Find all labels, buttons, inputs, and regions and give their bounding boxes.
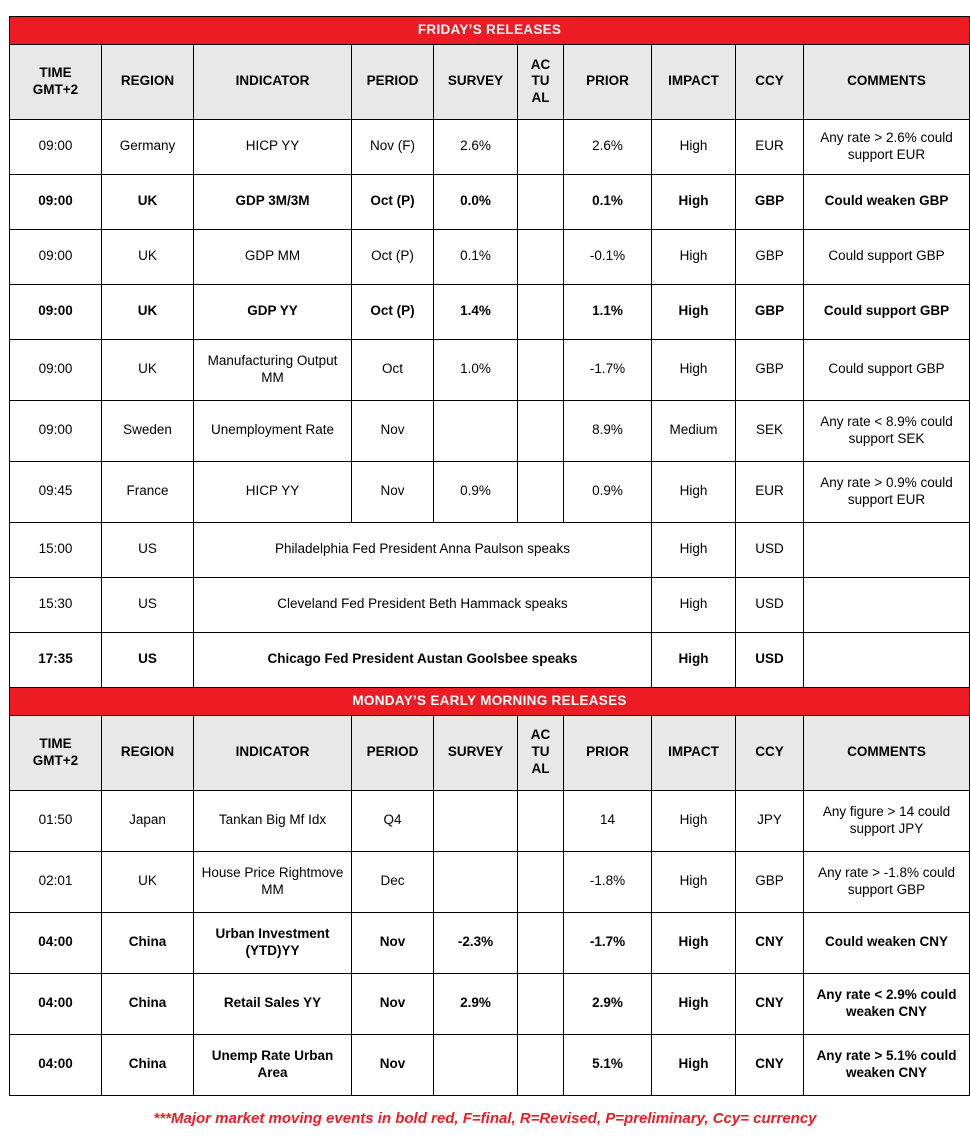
column-header-period: PERIOD xyxy=(352,715,434,790)
cell-period: Oct (P) xyxy=(352,229,434,284)
column-header-impact: IMPACT xyxy=(652,44,736,119)
cell-actual xyxy=(518,339,564,400)
cell-indicator: Retail Sales YY xyxy=(194,973,352,1034)
table-row xyxy=(10,339,970,400)
cell-time: 17:35 xyxy=(10,632,102,687)
column-header-time-line2: GMT+2 xyxy=(32,81,79,97)
section-banner-label: MONDAY’S EARLY MORNING RELEASES xyxy=(10,687,970,715)
table-row xyxy=(10,973,970,1034)
cell-comments: Could weaken CNY xyxy=(804,912,970,973)
cell-ccy: USD xyxy=(736,632,804,687)
cell-actual xyxy=(518,229,564,284)
cell-region: US xyxy=(102,522,194,577)
cell-comments: Any rate > 0.9% could support EUR xyxy=(804,461,970,522)
cell-impact: High xyxy=(652,1034,736,1095)
column-header-survey: SURVEY xyxy=(434,44,518,119)
cell-impact: High xyxy=(652,577,736,632)
cell-impact: High xyxy=(652,229,736,284)
column-header-indicator: INDICATOR xyxy=(194,715,352,790)
cell-period: Nov xyxy=(352,1034,434,1095)
cell-region: Germany xyxy=(102,119,194,174)
table-row xyxy=(10,790,970,851)
cell-comments: Any rate < 8.9% could support SEK xyxy=(804,400,970,461)
cell-period: Nov xyxy=(352,400,434,461)
column-header-actual-line3: AL xyxy=(531,90,550,106)
cell-comments: Could support GBP xyxy=(804,284,970,339)
cell-ccy: CNY xyxy=(736,912,804,973)
cell-indicator: HICP YY xyxy=(194,461,352,522)
cell-indicator: GDP YY xyxy=(194,284,352,339)
cell-time: 09:00 xyxy=(10,339,102,400)
cell-prior: 14 xyxy=(564,790,652,851)
column-header-actual xyxy=(518,44,564,119)
cell-survey: 0.1% xyxy=(434,229,518,284)
column-header-time-line2: GMT+2 xyxy=(32,752,79,768)
cell-indicator: GDP 3M/3M xyxy=(194,174,352,229)
cell-comments: Any rate > 5.1% could weaken CNY xyxy=(804,1034,970,1095)
cell-survey xyxy=(434,400,518,461)
column-header-time-line1: TIME xyxy=(39,65,72,80)
cell-prior: 2.6% xyxy=(564,119,652,174)
cell-actual xyxy=(518,912,564,973)
column-header-region: REGION xyxy=(102,715,194,790)
cell-impact: High xyxy=(652,851,736,912)
cell-comments: Could weaken GBP xyxy=(804,174,970,229)
cell-impact: Medium xyxy=(652,400,736,461)
cell-period: Oct (P) xyxy=(352,174,434,229)
cell-survey xyxy=(434,790,518,851)
cell-impact: High xyxy=(652,973,736,1034)
cell-ccy: EUR xyxy=(736,119,804,174)
cell-prior: 2.9% xyxy=(564,973,652,1034)
column-header-prior: PRIOR xyxy=(564,44,652,119)
cell-impact: High xyxy=(652,522,736,577)
cell-prior: -1.7% xyxy=(564,912,652,973)
cell-actual xyxy=(518,851,564,912)
column-header-time-line1: TIME xyxy=(39,735,72,751)
cell-period: Nov xyxy=(352,973,434,1034)
cell-survey: 1.0% xyxy=(434,339,518,400)
cell-period: Nov xyxy=(352,461,434,522)
table-row xyxy=(10,851,970,912)
cell-region: China xyxy=(102,1034,194,1095)
cell-impact: High xyxy=(652,632,736,687)
cell-period: Nov xyxy=(352,912,434,973)
cell-ccy: GBP xyxy=(736,174,804,229)
cell-actual xyxy=(518,400,564,461)
table-row xyxy=(10,229,970,284)
cell-comments xyxy=(804,577,970,632)
column-header-actual-line2: TU xyxy=(531,73,550,89)
cell-time: 09:45 xyxy=(10,461,102,522)
cell-time: 15:00 xyxy=(10,522,102,577)
cell-prior: -1.8% xyxy=(564,851,652,912)
cell-actual xyxy=(518,1034,564,1095)
cell-indicator: House Price Rightmove MM xyxy=(194,851,352,912)
cell-survey: 1.4% xyxy=(434,284,518,339)
cell-impact: High xyxy=(652,912,736,973)
cell-indicator: Unemp Rate Urban Area xyxy=(194,1034,352,1095)
cell-time: 04:00 xyxy=(10,912,102,973)
cell-period: Dec xyxy=(352,851,434,912)
legend-footnote: ***Major market moving events in bold red, F=final, R=Revised, P=preliminary, Ccy= currency xyxy=(153,1109,817,1127)
economic-calendar-page xyxy=(9,0,961,1137)
table-row xyxy=(10,174,970,229)
cell-prior: 0.9% xyxy=(564,461,652,522)
cell-region: Japan xyxy=(102,790,194,851)
cell-actual xyxy=(518,973,564,1034)
cell-impact: High xyxy=(652,174,736,229)
cell-impact: High xyxy=(652,119,736,174)
cell-prior: 8.9% xyxy=(564,400,652,461)
cell-impact: High xyxy=(652,339,736,400)
column-header-comments: COMMENTS xyxy=(804,44,970,119)
cell-time: 09:00 xyxy=(10,119,102,174)
table-row xyxy=(10,119,970,174)
cell-region: China xyxy=(102,912,194,973)
cell-comments: Any figure > 14 could support JPY xyxy=(804,790,970,851)
cell-comments: Any rate > 2.6% could support EUR xyxy=(804,119,970,174)
column-header-region: REGION xyxy=(102,44,194,119)
cell-region: US xyxy=(102,577,194,632)
cell-impact: High xyxy=(652,461,736,522)
cell-prior: -0.1% xyxy=(564,229,652,284)
cell-time: 09:00 xyxy=(10,400,102,461)
cell-ccy: CNY xyxy=(736,1034,804,1095)
cell-ccy: JPY xyxy=(736,790,804,851)
cell-comments: Any rate > -1.8% could support GBP xyxy=(804,851,970,912)
cell-time: 04:00 xyxy=(10,1034,102,1095)
cell-comments: Could support GBP xyxy=(804,229,970,284)
cell-ccy: GBP xyxy=(736,339,804,400)
cell-time: 09:00 xyxy=(10,284,102,339)
cell-actual xyxy=(518,284,564,339)
column-header-actual-line3: AL xyxy=(531,761,550,777)
column-header-ccy: CCY xyxy=(736,44,804,119)
table-row xyxy=(10,632,970,687)
cell-region: France xyxy=(102,461,194,522)
table-row xyxy=(10,400,970,461)
cell-indicator: Tankan Big Mf Idx xyxy=(194,790,352,851)
calendar-body xyxy=(10,17,970,1096)
cell-survey: -2.3% xyxy=(434,912,518,973)
cell-prior: 5.1% xyxy=(564,1034,652,1095)
column-header-time xyxy=(10,715,102,790)
column-header-period: PERIOD xyxy=(352,44,434,119)
table-row xyxy=(10,577,970,632)
section-banner-monday xyxy=(10,687,970,715)
column-header-ccy: CCY xyxy=(736,715,804,790)
cell-region: UK xyxy=(102,174,194,229)
cell-prior: 0.1% xyxy=(564,174,652,229)
cell-time: 02:01 xyxy=(10,851,102,912)
cell-survey: 2.6% xyxy=(434,119,518,174)
cell-actual xyxy=(518,790,564,851)
table-row xyxy=(10,461,970,522)
cell-survey xyxy=(434,851,518,912)
cell-ccy: CNY xyxy=(736,973,804,1034)
cell-region: US xyxy=(102,632,194,687)
cell-ccy: EUR xyxy=(736,461,804,522)
cell-indicator: Unemployment Rate xyxy=(194,400,352,461)
cell-region: UK xyxy=(102,229,194,284)
cell-ccy: USD xyxy=(736,522,804,577)
cell-region: UK xyxy=(102,339,194,400)
cell-time: 04:00 xyxy=(10,973,102,1034)
cell-ccy: GBP xyxy=(736,284,804,339)
cell-ccy: USD xyxy=(736,577,804,632)
cell-ccy: GBP xyxy=(736,851,804,912)
column-header-row-friday xyxy=(10,44,970,119)
cell-indicator: Manufacturing Output MM xyxy=(194,339,352,400)
cell-period: Q4 xyxy=(352,790,434,851)
table-row xyxy=(10,1034,970,1095)
cell-comments xyxy=(804,632,970,687)
cell-indicator: HICP YY xyxy=(194,119,352,174)
column-header-actual-line2: TU xyxy=(531,744,550,760)
cell-time: 15:30 xyxy=(10,577,102,632)
cell-ccy: SEK xyxy=(736,400,804,461)
column-header-actual-line1: AC xyxy=(530,56,551,72)
cell-comments: Could support GBP xyxy=(804,339,970,400)
cell-time: 09:00 xyxy=(10,174,102,229)
cell-period: Oct xyxy=(352,339,434,400)
cell-survey: 0.0% xyxy=(434,174,518,229)
cell-time: 01:50 xyxy=(10,790,102,851)
cell-indicator: GDP MM xyxy=(194,229,352,284)
economic-calendar-table xyxy=(9,16,970,1096)
cell-indicator: Chicago Fed President Austan Goolsbee speaks xyxy=(194,632,652,687)
cell-prior: -1.7% xyxy=(564,339,652,400)
cell-actual xyxy=(518,174,564,229)
cell-impact: High xyxy=(652,284,736,339)
cell-actual xyxy=(518,119,564,174)
cell-region: Sweden xyxy=(102,400,194,461)
column-header-indicator: INDICATOR xyxy=(194,44,352,119)
column-header-time xyxy=(10,44,102,119)
cell-indicator: Urban Investment (YTD)YY xyxy=(194,912,352,973)
table-row xyxy=(10,284,970,339)
section-banner-label: FRIDAY’S RELEASES xyxy=(10,17,970,45)
column-header-survey: SURVEY xyxy=(434,715,518,790)
column-header-impact: IMPACT xyxy=(652,715,736,790)
cell-time: 09:00 xyxy=(10,229,102,284)
column-header-actual-line1: AC xyxy=(530,727,551,743)
table-row xyxy=(10,912,970,973)
section-banner-friday xyxy=(10,17,970,45)
cell-ccy: GBP xyxy=(736,229,804,284)
cell-survey: 2.9% xyxy=(434,973,518,1034)
column-header-row-monday xyxy=(10,715,970,790)
cell-indicator: Cleveland Fed President Beth Hammack speaks xyxy=(194,577,652,632)
cell-comments: Any rate < 2.9% could weaken CNY xyxy=(804,973,970,1034)
cell-indicator: Philadelphia Fed President Anna Paulson speaks xyxy=(194,522,652,577)
cell-region: UK xyxy=(102,284,194,339)
cell-impact: High xyxy=(652,790,736,851)
table-row xyxy=(10,522,970,577)
cell-actual xyxy=(518,461,564,522)
column-header-actual xyxy=(518,715,564,790)
cell-survey xyxy=(434,1034,518,1095)
column-header-prior: PRIOR xyxy=(564,715,652,790)
cell-region: UK xyxy=(102,851,194,912)
cell-period: Oct (P) xyxy=(352,284,434,339)
column-header-comments: COMMENTS xyxy=(804,715,970,790)
cell-period: Nov (F) xyxy=(352,119,434,174)
cell-comments xyxy=(804,522,970,577)
cell-region: China xyxy=(102,973,194,1034)
cell-survey: 0.9% xyxy=(434,461,518,522)
cell-prior: 1.1% xyxy=(564,284,652,339)
